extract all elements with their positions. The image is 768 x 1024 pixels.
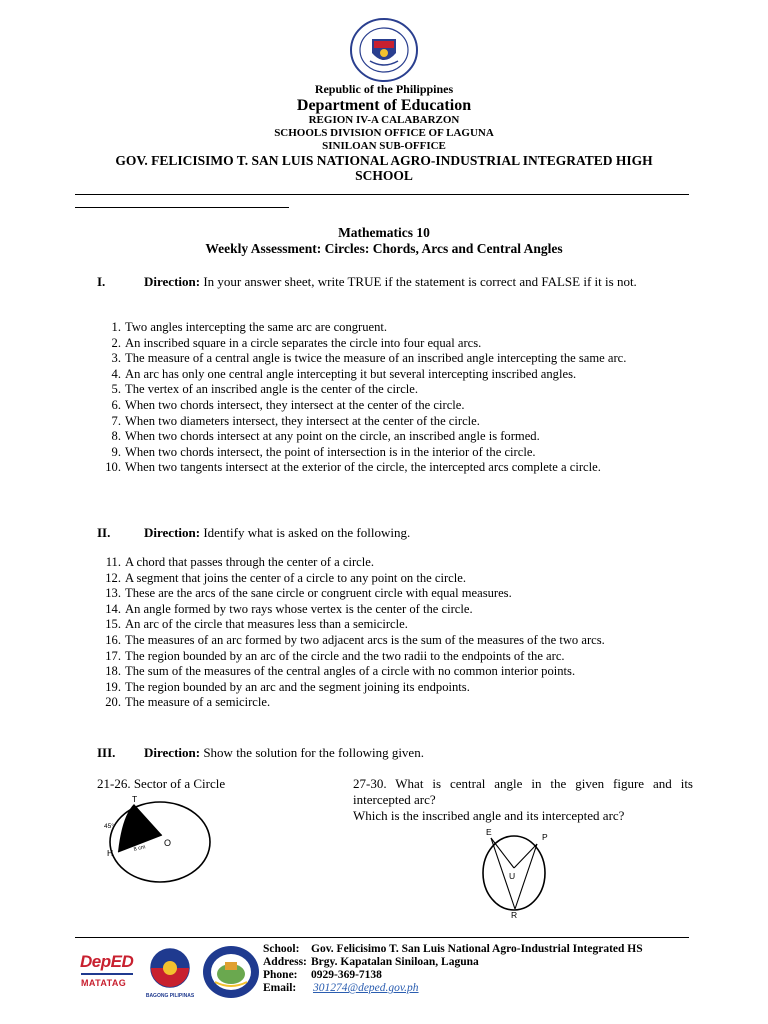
question-text: The measure of a semicircle. (125, 695, 271, 710)
question-number: 16. (105, 632, 121, 647)
sector-label-h: H (107, 848, 114, 858)
deped-matatag-logo (79, 948, 137, 994)
question-number: 17. (105, 648, 121, 663)
bagong-pilipinas-logo (144, 946, 196, 1000)
question-item (97, 382, 693, 398)
question-item (97, 664, 693, 680)
section-3-number: III. (97, 745, 116, 760)
figure-label-u: U (509, 871, 516, 881)
figure-2-caption: 27-30. What is central angle in the given figure and its intercepted arc? (353, 776, 693, 807)
question-text: A segment that joins the center of a circle to any point on the circle. (125, 570, 466, 585)
question-text: The vertex of an inscribed angle is the center of the circle. (125, 382, 419, 397)
bagong-pilipinas-text: BAGONG PILIPINAS (145, 993, 195, 999)
question-text: When two chords intersect at any point on the circle, an inscribed angle is formed. (125, 429, 540, 444)
header-rule (75, 194, 689, 195)
question-item (97, 602, 693, 618)
section-2-list (97, 555, 693, 711)
question-item (97, 398, 693, 414)
question-text: When two chords intersect, they intersect at the center of the circle. (125, 397, 465, 412)
footer-email-link[interactable]: 301274@deped.gov.ph (313, 982, 419, 994)
question-text: An arc of the circle that measures less than a semicircle. (125, 617, 408, 632)
question-text: The measure of a central angle is twice the measure of an inscribed angle intercepting the same arc. (125, 351, 627, 366)
sector-label-o: O (164, 838, 172, 848)
section-1-direction (144, 274, 692, 290)
republic-line: Republic of the Philippines (314, 82, 454, 96)
school-name-line2: SCHOOL (355, 168, 413, 183)
subject-title: Mathematics 10 (338, 225, 430, 240)
figure-1-caption: 21-26. Sector of a Circle (97, 776, 226, 791)
footer-phone-value: 0929-369-7138 (311, 969, 382, 981)
footer-email-label: Email: (263, 982, 297, 994)
question-item (97, 555, 693, 571)
question-item (97, 571, 693, 587)
matatag-text: MATATAG (81, 978, 127, 988)
section-1-direction-text: In your answer sheet, write TRUE if the statement is correct and FALSE if it is not. (200, 274, 637, 289)
question-text: When two tangents intersect at the exterior of the circle, the intercepted arcs complete a circle. (125, 460, 601, 475)
footer-phone-label: Phone: (263, 969, 298, 981)
deped-seal (348, 17, 420, 83)
footer-school-label: School: (263, 943, 300, 955)
question-text: A chord that passes through the center of a circle. (125, 555, 374, 569)
question-number: 5. (111, 382, 121, 397)
question-number: 13. (105, 586, 121, 601)
inscribed-angle-figure (462, 826, 574, 920)
deped-logo-text: DepED (80, 952, 134, 971)
question-number: 11. (105, 555, 121, 569)
sector-label-angle: 45° (104, 823, 114, 830)
sector-figure (98, 792, 218, 888)
figure-2-question: Which is the inscribed angle and its intercepted arc? (353, 808, 625, 823)
question-item (97, 680, 693, 696)
question-text: When two chords intersect, the point of intersection is in the interior of the circle. (125, 444, 536, 459)
deped-logo-bar (81, 973, 133, 975)
question-item (97, 695, 693, 711)
question-text: The region bounded by an arc of the circle and the two radii to the endpoints of the arc. (125, 648, 565, 663)
question-number: 8. (111, 429, 121, 444)
question-number: 6. (111, 397, 121, 412)
section-3-direction (144, 745, 692, 761)
footer-rule (75, 937, 689, 938)
footer-address-label: Address: (263, 956, 307, 968)
section-1-number: I. (97, 274, 106, 289)
section-2-direction (144, 525, 692, 541)
school-seal (201, 944, 261, 1000)
question-number: 9. (111, 444, 121, 459)
sector-label-radius: 8 cm (133, 844, 147, 853)
question-text: An arc has only one central angle intercepting it but several intercepting inscribed angles. (125, 366, 577, 381)
question-text: The region bounded by an arc and the segment joining its endpoints. (125, 679, 470, 694)
question-number: 10. (105, 460, 121, 475)
section-2-number: II. (97, 525, 111, 540)
question-text: An angle formed by two rays whose vertex is the center of the circle. (125, 601, 473, 616)
question-text: These are the arcs of the sane circle or congruent circle with equal measures. (125, 586, 512, 601)
question-item (97, 633, 693, 649)
question-item (97, 445, 693, 461)
question-text: The measures of an arc formed by two adjacent arcs is the sum of the measures of the two arcs. (125, 632, 605, 647)
section-3-direction-text: Show the solution for the following given. (200, 745, 424, 760)
question-text: When two diameters intersect, they intersect at the center of the circle. (125, 413, 480, 428)
assessment-title: Weekly Assessment: Circles: Chords, Arcs and Central Angles (205, 241, 563, 256)
question-item (97, 617, 693, 633)
division-line: SCHOOLS DIVISION OFFICE OF LAGUNA (274, 127, 494, 139)
question-item (97, 336, 693, 352)
question-text: Two angles intercepting the same arc are congruent. (125, 320, 388, 334)
suboffice-line: SINILOAN SUB-OFFICE (322, 140, 446, 152)
section-3-direction-label: Direction: (144, 745, 201, 760)
question-number: 19. (105, 679, 121, 694)
question-number: 1. (111, 320, 121, 334)
section-2-direction-label: Direction: (144, 525, 201, 540)
question-text: The sum of the measures of the central angles of a circle with no common interior points. (125, 664, 576, 679)
question-item (97, 414, 693, 430)
question-text: An inscribed square in a circle separates the circle into four equal arcs. (125, 335, 482, 350)
question-number: 3. (111, 351, 121, 366)
header-rule-short (75, 207, 289, 208)
question-number: 12. (105, 570, 121, 585)
section-2-direction-text: Identify what is asked on the following. (200, 525, 411, 540)
question-number: 14. (105, 601, 121, 616)
question-number: 20. (105, 695, 121, 710)
section-1-direction-label: Direction: (144, 274, 201, 289)
question-item (97, 320, 693, 336)
question-item (97, 351, 693, 367)
footer-address-value: Brgy. Kapatalan Siniloan, Laguna (311, 956, 479, 968)
department-title: Department of Education (296, 97, 472, 114)
figure-label-p: P (542, 832, 548, 842)
question-number: 4. (111, 366, 121, 381)
figure-label-r: R (511, 910, 518, 920)
question-number: 18. (105, 664, 121, 679)
question-item (97, 649, 693, 665)
question-number: 15. (105, 617, 121, 632)
question-number: 2. (111, 335, 121, 350)
question-item (97, 460, 693, 476)
question-item (97, 586, 693, 602)
question-item (97, 429, 693, 445)
region-line: REGION IV-A CALABARZON (308, 114, 460, 126)
sector-label-t: T (132, 794, 138, 804)
question-item (97, 367, 693, 383)
footer-school-value: Gov. Felicisimo T. San Luis National Agro-Industrial Integrated HS (311, 943, 643, 955)
question-number: 7. (111, 413, 121, 428)
figure-label-e: E (486, 827, 492, 837)
school-name-line1: GOV. FELICISIMO T. SAN LUIS NATIONAL AGRO-INDUSTRIAL INTEGRATED HIGH (115, 153, 653, 168)
section-1-list (97, 320, 693, 476)
